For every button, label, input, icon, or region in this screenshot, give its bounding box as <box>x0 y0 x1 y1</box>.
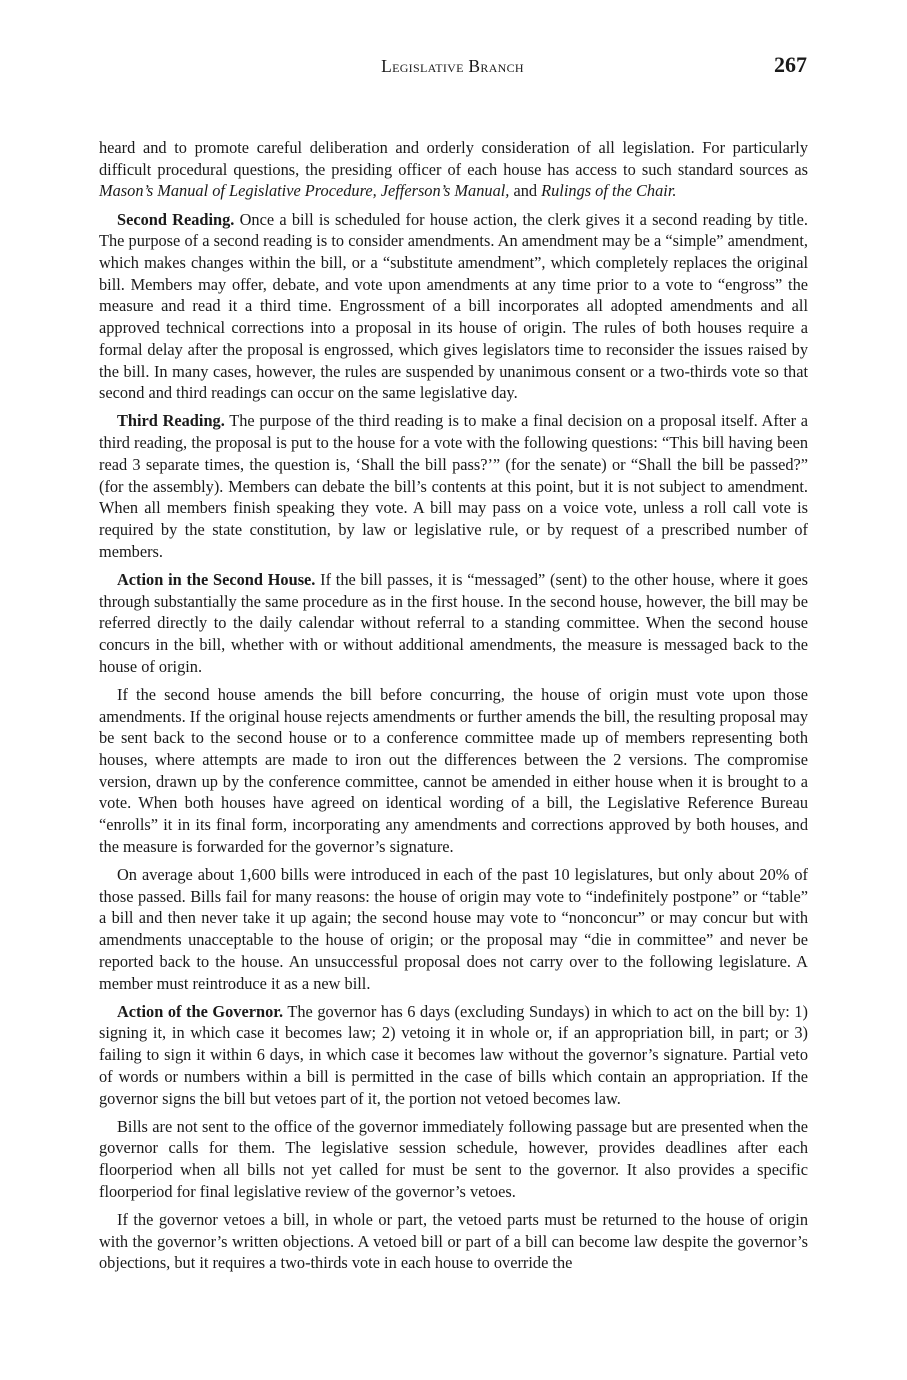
body-text <box>99 137 808 1281</box>
paragraph-second-house <box>99 569 808 678</box>
paragraph-third-reading <box>99 410 808 562</box>
paragraph-text: and <box>509 181 542 201</box>
running-head: Legislative Branch <box>381 56 524 76</box>
paragraph-continuation <box>99 137 808 202</box>
paragraph-text: Bills are not sent to the office of the governor immediately following passage but are presented when the governor calls for them. The legislative session schedule, however, provides deadlines after each floorperiod when all bills not yet called for must be sent to the governor. It also provides a specific floorperiod for final legislative review of the governor’s vetoes. <box>99 1116 808 1201</box>
paragraph-text: If the second house amends the bill before concurring, the house of origin must vote upon those amendments. If the original house rejects amendments or further amends the bill, the resulting proposal may be sent back to the second house or to a conference committee made up of members representing both houses, where attempts are made to iron out the differences between the 2 versions. The compromise version, drawn up by the conference committee, cannot be amended in either house when it is brought to a vote. When both houses have agreed on identical wording of a bill, the Legislative Reference Bureau “enrolls” it in its final form, incorporating any amendments and corrections approved by both houses, and the measure is forwarded for the governor’s signature. <box>99 684 808 856</box>
paragraph-bill-statistics <box>99 864 808 994</box>
paragraph-text: If the bill passes, it is “messaged” (sent) to the other house, where it goes through substantially the same procedure as in the first house. In the second house, however, the bill may be referred directly to the daily calendar without referral to a standing committee. When the second house concurs in the bill, whether with or without additional amendments, the measure is messaged back to the house of origin. <box>99 569 808 676</box>
paragraph-text: Once a bill is scheduled for house action, the clerk gives it a second reading by title. The purpose of a second reading is to consider amendments. An amendment may be a “simple” amendment, which makes changes within the bill, or a “substitute amendment”, which completely replaces the original bill. Members may offer, debate, and vote upon amendments at any time prior to a vote to “engross” the measure and read it a third time. Engrossment of a bill incorporates all adopted amendments and all approved technical corrections into a proposal in its house of origin. The rules of both houses require a formal delay after the proposal is engrossed, which gives legislators time to reconsider the issues raised by the bill. In many cases, however, the rules are suspended by unanimous consent or a two-thirds vote so that second and third readings can occur on the same legislative day. <box>99 209 808 403</box>
paragraph-text: If the governor vetoes a bill, in whole or part, the vetoed parts must be returned to the house of origin with the governor’s written objections. A vetoed bill or part of a bill can become law despite the governor’s objections, but it requires a two-thirds vote in each house to override the <box>99 1210 808 1273</box>
paragraph-veto <box>99 1209 808 1274</box>
section-heading: Action of the Governor. <box>117 1001 284 1021</box>
rulings-title: Rulings of the Chair. <box>541 181 677 201</box>
paragraph-text: The governor has 6 days (excluding Sundays) in which to act on the bill by: 1) signing it, in which case it becomes law; 2) vetoing it in whole or, if an appropriation bill, in part; or 3) failing to sign it within 6 days, in which case it becomes law without the governor’s signature. Partial veto of words or numbers within a bill is permitted in the case of bills which contain an appropriation. If the governor signs the bill but vetoes part of it, the portion not vetoed becomes law. <box>99 1001 808 1108</box>
section-heading: Third Reading. <box>117 411 225 431</box>
paragraph-text: The purpose of the third reading is to make a final decision on a proposal itself. After a third reading, the proposal is put to the house for a vote with the following questions: “This bill having been read 3 separate times, the question is, ‘Shall the bill pass?’” (for the senate) or “Shall the bill be passed?” (for the assembly). Members can debate the bill’s contents at this point, but it is not subject to amendment. When all members finish speaking they vote. A bill may pass on a voice vote, unless a roll call vote is required by the state constitution, by law or legislative rule, or by request of a prescribed number of members. <box>99 411 808 561</box>
manual-titles: Mason’s Manual of Legislative Procedure, Jefferson’s Manual, <box>99 181 510 201</box>
page-number: 267 <box>774 52 807 77</box>
paragraph-text: heard and to promote careful deliberation and orderly consideration of all legislation. For particularly difficult procedural questions, the presiding officer of each house has access to such standard sources as <box>99 138 808 179</box>
paragraph-second-reading <box>99 209 808 404</box>
paragraph-amendments <box>99 684 808 858</box>
section-heading: Action in the Second House. <box>117 569 316 589</box>
paragraph-presentation <box>99 1116 808 1203</box>
paragraph-text: On average about 1,600 bills were introduced in each of the past 10 legislatures, but only about 20% of those passed. Bills fail for many reasons: the house of origin may vote to “indefinitely postpone” or “table” a bill and then never take it up again; the second house may vote to “nonconcur” or may concur but with amendments unacceptable to the house of origin; or the proposal may “die in committee” and never be reported back to the house. An unsuccessful proposal does not carry over to the following legislature. A member must reintroduce it as a new bill. <box>99 865 808 993</box>
section-heading: Second Reading. <box>117 209 235 229</box>
paragraph-governor-action <box>99 1001 808 1110</box>
page-header <box>98 52 807 82</box>
